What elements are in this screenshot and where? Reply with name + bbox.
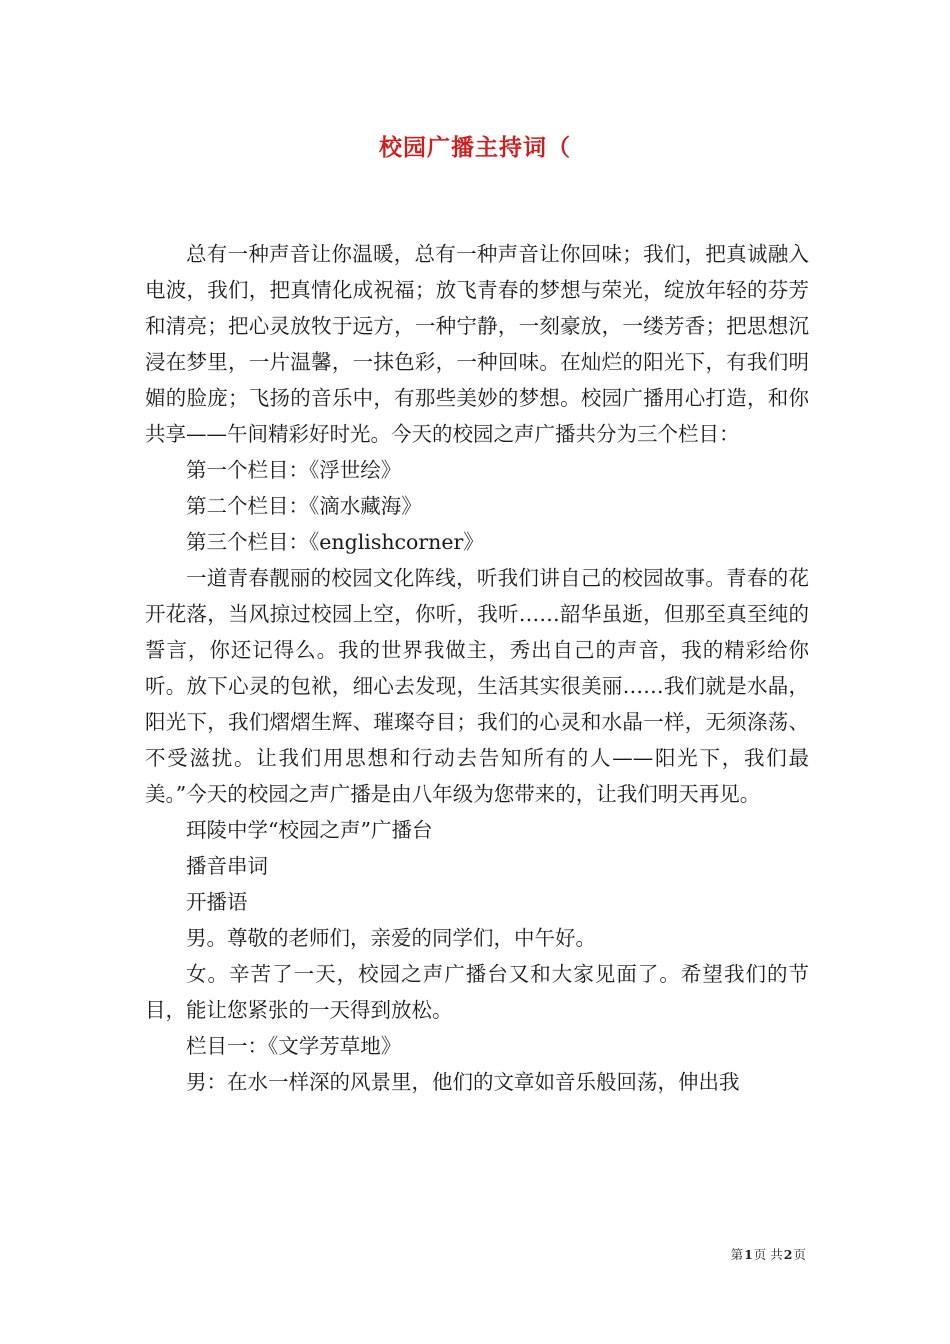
paragraph-male-greeting: 男。尊敬的老师们，亲爱的同学们，中午好。 — [186, 926, 596, 950]
paragraph-script-heading: 播音串词 — [186, 854, 268, 878]
paragraph-intro: 总有一种声音让你温暖，总有一种声音让你回味；我们，把真诚融入电波，我们，把真情化成祝福；放飞青春的梦想与荣光，绽放年轻的芬芳和清亮；把心灵放牧于远方，一种宁静，一刻豪放，一缕芳香；把思想沉浸在梦里，一片温馨，一抹色彩，一种回味。在灿烂的阳光下，有我们明媚的脸庞；飞扬的音乐中，有那些美妙的梦想。校园广播用心打造，和你共享——午间精彩好时光。今天的校园之声广播共分为三个栏目： — [145, 242, 809, 446]
footer-suffix: 页 — [793, 1247, 806, 1262]
paragraph-column-3: 第三个栏目：《englishcorner》 — [186, 530, 484, 554]
footer-total-pages: 2 — [783, 1247, 793, 1262]
page-number-footer — [731, 1246, 806, 1264]
document-title: 校园广播主持词（ — [379, 134, 571, 161]
paragraph-section-one: 栏目一：《文学芳草地》 — [186, 1034, 402, 1058]
paragraph-station-name: 珥陵中学“校园之声”广播台 — [186, 818, 433, 842]
paragraph-closing: 一道青春靓丽的校园文化阵线，听我们讲自己的校园故事。青春的花开花落，当风掠过校园上空，你听，我听……韶华虽逝，但那至真至纯的誓言，你还记得么。我的世界我做主，秀出自己的声音，我的精彩给你听。放下心灵的包袱，细心去发现，生活其实很美丽……我们就是水晶，阳光下，我们熠熠生辉、璀璨夺目；我们的心灵和水晶一样，无须涤荡、不受滋扰。让我们用思想和行动去告知所有的人——阳光下，我们最美。”今天的校园之声广播是由八年级为您带来的，让我们明天再见。 — [145, 566, 809, 806]
paragraph-opening-heading: 开播语 — [186, 890, 248, 914]
paragraph-column-2: 第二个栏目：《滴水藏海》 — [186, 494, 422, 518]
paragraph-column-1: 第一个栏目：《浮世绘》 — [186, 458, 402, 482]
footer-current-page: 1 — [744, 1247, 753, 1262]
document-body — [145, 236, 809, 1100]
paragraph-female-greeting: 女。辛苦了一天，校园之声广播台又和大家见面了。希望我们的节目，能让您紧张的一天得到放松。 — [145, 962, 809, 1022]
footer-middle: 页 共 — [753, 1247, 783, 1262]
paragraph-male-line: 男：在水一样深的风景里，他们的文章如音乐般回荡，伸出我 — [186, 1070, 740, 1094]
footer-prefix: 第 — [730, 1247, 744, 1262]
